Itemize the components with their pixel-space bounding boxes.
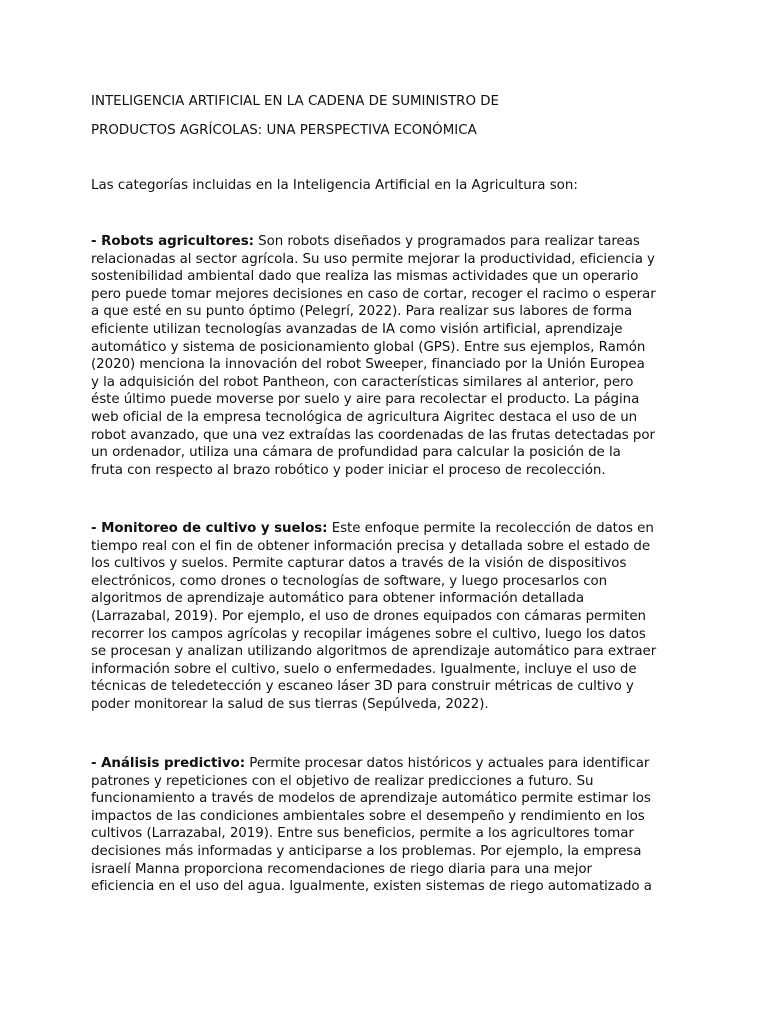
section-line: información sobre el cultivo, suelo o enfermedades. Igualmente, incluye el uso de [91,661,637,677]
section-line: algoritmos de aprendizaje automático para obtener información detallada [91,591,585,607]
section-first-line [91,520,691,538]
document-title-line-1: INTELIGENCIA ARTIFICIAL EN LA CADENA DE SUMINISTRO DE [91,94,500,109]
section-first-line [91,233,691,251]
intro-paragraph: Las categorías incluidas en la Inteligencia Artificial en la Agricultura son: [91,178,578,193]
section-text: Son robots diseñados y programados para realizar tareas [253,234,640,249]
section-line: los cultivos y suelos. Permite capturar datos a través de la visión de dispositivos [91,556,627,572]
section-first-line [91,755,691,773]
section-line: patrones y repeticiones con el objetivo de realizar predicciones a futuro. Su [91,773,594,789]
section-line: cultivos (Larrazabal, 2019). Entre sus beneficios, permite a los agricultores tomar [91,826,634,842]
section-line: israelí Manna proporciona recomendaciones de riego diaria para una mejor [91,861,593,877]
section-line: un ordenador, utiliza una cámara de profundidad para calcular la posición de la [91,445,621,461]
section-text: Permite procesar datos históricos y actuales para identificar [245,756,650,771]
section-line: web oficial de la empresa tecnológica de agricultura Aigritec destaca el uso de un [91,409,638,425]
section-line: automático y sistema de posicionamiento global (GPS). Entre sus ejemplos, Ramón [91,339,646,355]
section-line: robot avanzado, que una vez extraídas las coordenadas de las frutas detectadas por [91,427,655,443]
section-line: pero puede tomar mejores decisiones en caso de cortar, recoger el racimo o esperar [91,286,656,302]
section-robots-agricultores [91,233,691,479]
section-line: fruta con respecto al brazo robótico y poder iniciar el proceso de recolección. [91,462,606,478]
section-line: éste último puede moverse por suelo y aire para recolectar el producto. La página [91,392,640,408]
section-line: eficiencia en el uso del agua. Igualmente, existen sistemas de riego automatizado a [91,879,652,895]
section-line: funcionamiento a través de modelos de aprendizaje automático permite estimar los [91,791,651,807]
section-heading: - Robots agricultores: [91,234,254,249]
section-line: decisiones más informadas y anticiparse a los problemas. Por ejemplo, la empresa [91,843,642,859]
section-line: impactos de las condiciones ambientales sobre el desempeño y rendimiento en los [91,808,645,824]
section-line: (Larrazabal, 2019). Por ejemplo, el uso de drones equipados con cámaras permiten [91,608,646,624]
section-line: relacionadas al sector agrícola. Su uso permite mejorar la productividad, eficiencia y [91,251,655,267]
section-line: y la adquisición del robot Pantheon, con características similares al anterior, pero [91,374,634,390]
section-line: tiempo real con el fin de obtener información precisa y detallada sobre el estado de [91,538,651,554]
section-line: electrónicos, como drones o tecnologías de software, y luego procesarlos con [91,573,608,589]
section-line: a que esté en su punto óptimo (Pelegrí, 2022). Para realizar sus labores de forma [91,304,633,320]
section-line: técnicas de teledetección y escaneo láser 3D para construir métricas de cultivo y [91,679,634,695]
section-line: se procesan y analizan utilizando algoritmos de aprendizaje automático para extraer [91,644,657,660]
section-line: recorrer los campos agrícolas y recopilar imágenes sobre el cultivo, luego los datos [91,626,646,642]
document-title-line-2: PRODUCTOS AGRÍCOLAS: UNA PERSPECTIVA ECONÓMICA [91,123,477,138]
section-line: sostenibilidad ambiental dado que realiza las mismas actividades que un operario [91,269,639,285]
section-line: (2020) menciona la innovación del robot Sweeper, financiado por la Unión Europea [91,357,645,373]
section-line: poder monitorear la salud de sus tierras (Sepúlveda, 2022). [91,696,489,712]
section-heading: - Monitoreo de cultivo y suelos: [91,521,328,536]
section-monitoreo-cultivo-suelos [91,520,691,714]
section-analisis-predictivo [91,755,691,896]
section-line: eficiente utilizan tecnologías avanzadas de IA como visión artificial, aprendizaje [91,321,623,337]
section-text: Este enfoque permite la recolección de datos en [327,521,654,536]
section-heading: - Análisis predictivo: [91,756,246,771]
